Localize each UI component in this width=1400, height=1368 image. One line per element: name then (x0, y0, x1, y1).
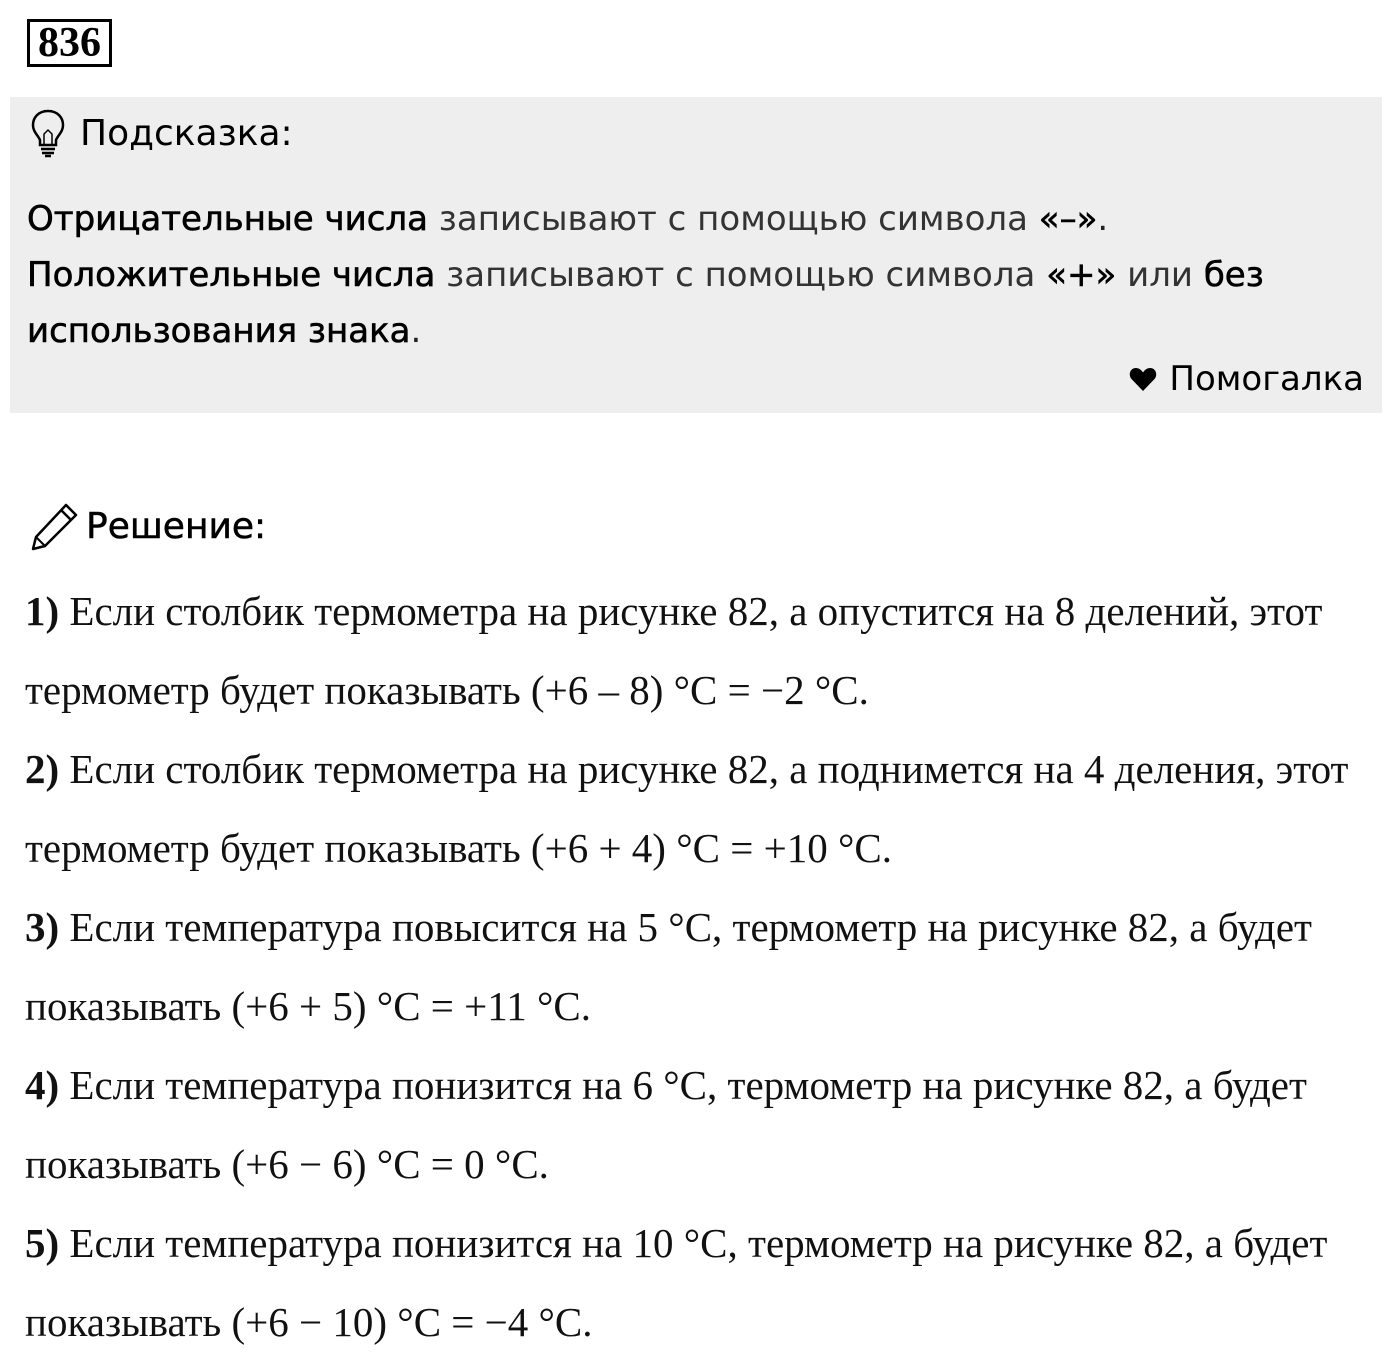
hint-term-no-sign: использования знака (27, 311, 411, 351)
solution-item-4 (25, 1046, 1375, 1204)
item-number: 4) (25, 1062, 60, 1108)
solution-body (25, 572, 1375, 1362)
hint-line-2 (27, 247, 1367, 303)
task-number: 836 (27, 19, 112, 67)
brand-name: Помогалка (1169, 359, 1364, 399)
hint-text-part: записывают с помощью символа (435, 255, 1047, 295)
item-number: 2) (25, 746, 60, 792)
pencil-icon (30, 501, 80, 551)
hint-header (30, 105, 293, 161)
hint-text-part: . (1097, 199, 1109, 239)
hint-term-negative: Отрицательные числа (27, 199, 428, 239)
solution-item-2 (25, 730, 1375, 888)
hint-title: Подсказка: (80, 112, 293, 154)
hint-line-1 (27, 191, 1367, 247)
solution-header (30, 498, 266, 554)
item-number: 5) (25, 1220, 60, 1266)
hint-text-part: записывают с помощью символа (427, 199, 1039, 239)
item-number: 1) (25, 588, 60, 634)
brand-label (1129, 359, 1364, 399)
solution-item-3 (25, 888, 1375, 1046)
solution-item-5 (25, 1204, 1375, 1362)
hint-text (27, 191, 1367, 359)
hint-box (10, 97, 1382, 413)
hint-text-part: или (1116, 255, 1204, 295)
hint-symbol-minus: «–» (1038, 199, 1098, 239)
item-text: Если столбик термометра на рисунке 82, а поднимется на 4 деления, этот термометр будет показывать (+6 + 4) °С = +10 °С. (25, 746, 1349, 871)
lightbulb-icon (30, 108, 66, 158)
hint-line-3 (27, 303, 1367, 359)
item-text: Если температура понизится на 6 °С, термометр на рисунке 82, а будет показывать (+6 − 6) °С = 0 °С. (25, 1062, 1307, 1187)
hint-text-part: . (410, 311, 422, 351)
solution-item-1 (25, 572, 1375, 730)
hint-term-positive: Положительные числа (27, 255, 436, 295)
heart-icon (1129, 366, 1157, 392)
item-text: Если столбик термометра на рисунке 82, а опустится на 8 делений, этот термометр будет показывать (+6 – 8) °С = −2 °С. (25, 588, 1323, 713)
hint-symbol-plus: «+» (1046, 255, 1117, 295)
item-number: 3) (25, 904, 60, 950)
hint-term-without: без (1203, 255, 1264, 295)
item-text: Если температура повысится на 5 °С, термометр на рисунке 82, а будет показывать (+6 + 5) °С = +11 °С. (25, 904, 1312, 1029)
item-text: Если температура понизится на 10 °С, термометр на рисунке 82, а будет показывать (+6 − 10) °С = −4 °С. (25, 1220, 1328, 1345)
solution-title: Решение: (86, 505, 267, 547)
